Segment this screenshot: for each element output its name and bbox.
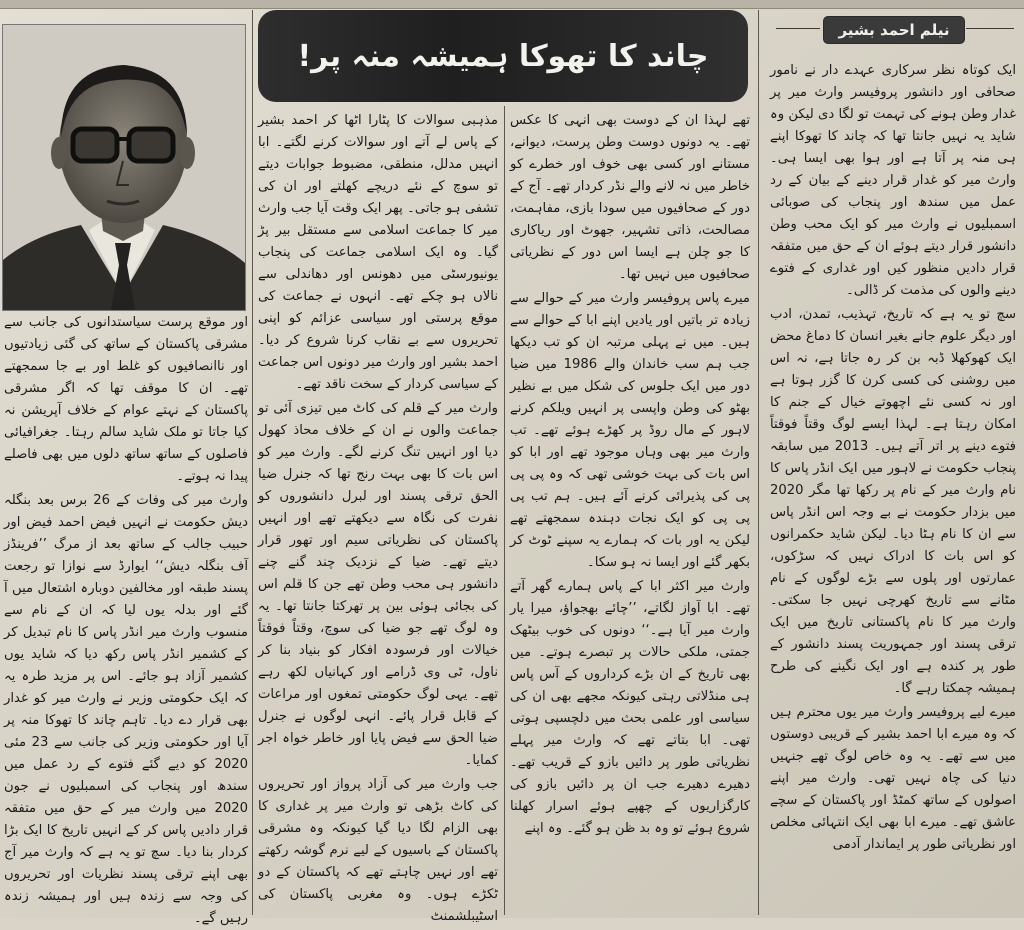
paragraph: میرے لیے پروفیسر وارث میر یوں محترم ہیں کہ وہ میرے ابا احمد بشیر کے قریبی دوستوں میں سے تھے۔ یہ وہ خاص لوگ تھے جنہیں دنیا کی چاہ نہیں تھی۔ وارث میر اپنے اصولوں کے ساتھ کمٹڈ اور پاکستان کے سچے عاشق تھے۔ میرے ابا بھی ایک انتہائی مخلص اور نظریاتی طور پر ایماندار آدمی — [770, 705, 1016, 852]
column-rule-2 — [504, 106, 505, 915]
column-rule-3 — [758, 10, 759, 915]
byline-box — [774, 8, 1014, 52]
paragraph: وارث میر کے قلم کی کاٹ میں تیزی آئی تو جماعت والوں نے ان کے خلاف محاذ کھول دیا اور انہیں تنگ کرنے لگے۔ وارث میر کو اس بات کا بھی بہت رنج تھا کہ جنرل ضیا الحق ترقی پسند اور لبرل دانشوروں کو نفرت کی نگاہ سے دیکھتے تھے اور انہیں پاکستان کی نظریاتی سیم اور تھور قرار دیتے تھے۔ ضیا کے نزدیک چند گنے چنے دانشور ہی محب وطن تھے جن کا قلم اس کی بجائی ہوئی بین پر تھرکتا جانتا تھا۔ یہ وہ لوگ تھے جو ضیا کی سوچ، وقتاً فوقتاً خیالات اور فرسودہ افکار کو بنیاد بنا کر ناول، ٹی وی ڈرامے اور کہانیاں لکھ رہے تھے۔ یہی لوگ حکومتی تمغوں اور مراعات کے قابل قرار پائے۔ انہی لوگوں نے جنرل ضیا الحق سے فیض پایا اور خاطر خواہ اجر کمایا۔ — [258, 401, 498, 768]
headline-banner — [258, 10, 748, 102]
article-headline: چاند کا تھوکا ہمیشہ منہ پر! — [297, 38, 709, 74]
paragraph: تھے لہذا ان کے دوست بھی انہی کا عکس تھے۔ یہ دونوں دوست وطن پرست، دیوانے، مستانے اور کسی بھی خوف اور خطرے کو خاطر میں نہ لانے والے نڈر کردار تھے۔ آج کے دور کے صحافیوں میں سودا بازی، مفاہمت، مصالحت، ذاتی تشہیر، جھوٹ اور ریاکاری کا جو چلن ہے ایسا اس دور کے نظریاتی صحافیوں میں نہیں تھا۔ — [510, 113, 750, 282]
paragraph: ایک کوتاہ نظر سرکاری عہدے دار نے نامور صحافی اور دانشور پروفیسر وارث میر پر غدار وطن ہونے کی تہمت تو لگا دی لیکن وہ شاید یہ نہیں جانتا تھا کہ چاند کا تھوکا اپنے ہی منہ پر آتا ہے اور ہوا بھی ایسا ہی۔ وارث میر کو غدار قرار دینے کے بیان کے رد عمل میں سندھ اور پنجاب کی صوبائی اسمبلیوں نے وارث میر کو ایک محب وطن دانشور قرار دیتے ہوئے ان کے حق میں متفقہ قرار دادیں منظور کیں اور غداری کے فتوے دینے والوں کی مذمت کر ڈالی۔ — [770, 63, 1016, 298]
paragraph: میرے پاس پروفیسر وارث میر کے حوالے سے زیادہ تر باتیں اور یادیں اپنے ابا کے حوالے سے ہیں۔ میں نے پہلی مرتبہ ان کو تب دیکھا جب ہم سب خاندان والے 1986 میں ضیا دور میں ایک جلوس کی شکل میں بے نظیر بھٹو کی وطن واپسی پر انہیں ویلکم کرنے لاہور کے مال روڈ پر کھڑے ہوئے تھے۔ تب وارث میر بھی وہاں موجود تھے اور ابا کو اس بات کی بہت خوشی تھی کہ وہ پی پی پی کی پذیرائی کرنے آئے ہیں۔ ہم تب پی پی پی کو ایک نجات دہندہ سمجھتے تھے لیکن یہ اور بات کہ ہمارے یہ سپنے ٹوٹ کر بکھر گئے اور ایسا نہ ہو سکا۔ — [510, 291, 750, 570]
author-byline: نیلم احمد بشیر — [824, 17, 964, 43]
paragraph: وارث میر کی وفات کے 26 برس بعد بنگلہ دیش حکومت نے انہیں فیض احمد فیض اور حبیب جالب کے ساتھ بعد از مرگ ’’فرینڈز آف بنگلہ دیش‘‘ ایوارڈ سے نوازا تو رجعت پسند طبقہ اور مخالفین دوبارہ اشتعال میں آ گئے اور بدلہ یوں لیا کہ ان کے نام سے منسوب وارث میر انڈر پاس کا نام تبدیل کر کے کشمیر انڈر پاس رکھ دیا کہ شاید یوں کشمیر آزاد ہو جائے۔ اس پر مزید طرہ یہ کہ ایک حکومتی وزیر نے وارث میر کو غدار بھی قرار دے دیا۔ تاہم چاند کا تھوکا منہ پر آیا اور حکومتی وزیر کی جانب سے 23 مئی 2020 کو دیے گئے فتوے کے رد عمل میں سندھ اور پنجاب کی اسمبلیوں نے جون 2020 میں وارث میر کے حق میں متفقہ قرار دادیں پاس کر کے انہیں تاریخ کا ایک بڑا کردار بنا دیا۔ سچ تو یہ ہے کہ وارث میر آج بھی اپنے ترقی پسند نظریات اور تحریروں کی وجہ سے زندہ ہیں اور ہمیشہ زندہ رہیں گے۔ — [4, 493, 248, 926]
paragraph: مذہبی سوالات کا پٹارا اٹھا کر احمد بشیر کے پاس لے آتے اور سوالات کرنے لگتے۔ ابا انہیں مدلل، منطقی، مضبوط جوابات دیتے تو سوچ کے نئے دریچے کھلتے اور ان کی تشفی ہو جاتی۔ پھر ایک وقت آیا جب وارث میر کا جماعت اسلامی سے مستقل بیر پڑ گیا۔ وہ ایک اسلامی جماعت کی پنجاب یونیورسٹی میں دھونس اور دھاندلی سے نالاں ہو چکے تھے۔ انہوں نے جماعت کی موقع پرستی اور سیاسی عزائم کو اپنی تحریروں سے بے نقاب کرنا شروع کر دیا۔ احمد بشیر اور وارث میر دونوں اس جماعت کے سیاسی کردار کے سخت ناقد تھے۔ — [258, 113, 498, 392]
paragraph: سچ تو یہ ہے کہ تاریخ، تہذیب، تمدن، ادب اور دیگر علوم جانے بغیر انسان کا دماغ محض ایک کھوکھلا ڈبہ بن کر رہ جاتا ہے، نہ اس میں روشنی کی کسی کرن کا گزر ہوتا ہے اور نہ کسی نئے اچھوتے خیال کے جنم کا امکان رہتا ہے۔ لہذا ایسے لوگ وقتاً فوقتاً فتوے دینے پر اتر آتے ہیں۔ 2013 میں سابقہ پنجاب حکومت نے لاہور میں ایک انڈر پاس کا نام وارث میر کے نام پر رکھا تھا مگر 2020 میں بزدار حکومت نے بے وجہ اس انڈر پاس سے ان کا نام ہٹا دیا۔ لیکن شاید حکمرانوں کو اس بات کا ادراک نہیں کہ سڑکوں، عمارتوں اور پلوں سے بڑے لوگوں کے نام مٹانے سے تاریخ کھرچی نہیں جا سکتی۔ وارث میر کا نام پاکستانی تاریخ میں ایک ترقی پسند اور جمہوریت پسند دانشور کے طور پر کندہ ہے اور ایک نگینے کی طرح ہمیشہ چمکتا رہے گا۔ — [770, 307, 1016, 696]
column-rule-1 — [252, 10, 253, 915]
article-column-right — [770, 60, 1016, 918]
article-column-3 — [510, 110, 750, 918]
paragraph: وارث میر اکثر ابا کے پاس ہمارے گھر آتے تھے۔ ابا آواز لگاتے، ’’چائے بھجواؤ، میرا یار وارث میر آیا ہے۔‘‘ دونوں کی خوب بیٹھک جمتی، ملکی حالات پر تبصرے ہوتے۔ میں بھی تاریخ کے ان بڑے کرداروں کے آس پاس ہی منڈلاتی رہتی کیونکہ مجھے بھی ان کی سیاسی اور علمی بحث میں دلچسپی ہوتی تھی۔ ابا بتاتے تھے کہ وارث میر پہلے نظریاتی طور پر دائیں بازو کے قریب تھے۔ دھیرے دھیرے جب ان پر دائیں بازو کی کارگزاریوں کے چھپے ہوئے اسرار کھلنا شروع ہوئے تو وہ بد ظن ہو گئے۔ وہ اپنے — [510, 579, 750, 836]
paragraph: اور موقع پرست سیاستدانوں کی جانب سے مشرقی پاکستان کے ساتھ کی گئی زیادتیوں اور ناانصافیوں کو غلط اور بے جا سمجھتے تھے۔ ان کا موقف تھا کہ اگر مشرقی پاکستان کے نہتے عوام کے خلاف آپریشن نہ کیا جاتا تو ملک شاید سالم رہتا۔ جغرافیائی فاصلوں کے ساتھ ساتھ دلوں میں بھی فاصلے پیدا نہ ہوتے۔ — [4, 315, 248, 484]
paragraph: جب وارث میر کی آزاد پرواز اور تحریروں کی کاٹ بڑھی تو وارث میر پر غداری کا بھی الزام لگا دیا گیا کیونکہ وہ مشرقی پاکستان کے باسیوں کے لیے نرم گوشہ رکھتے تھے اور نہیں چاہتے تھے کہ پاکستان کے دو ٹکڑے ہوں۔ وہ مغربی پاکستان کی اسٹیبلشمنٹ — [258, 777, 498, 924]
article-column-2 — [258, 110, 498, 924]
portrait-photo-icon — [3, 25, 245, 310]
article-column-left — [4, 312, 248, 926]
author-photo — [2, 24, 246, 311]
